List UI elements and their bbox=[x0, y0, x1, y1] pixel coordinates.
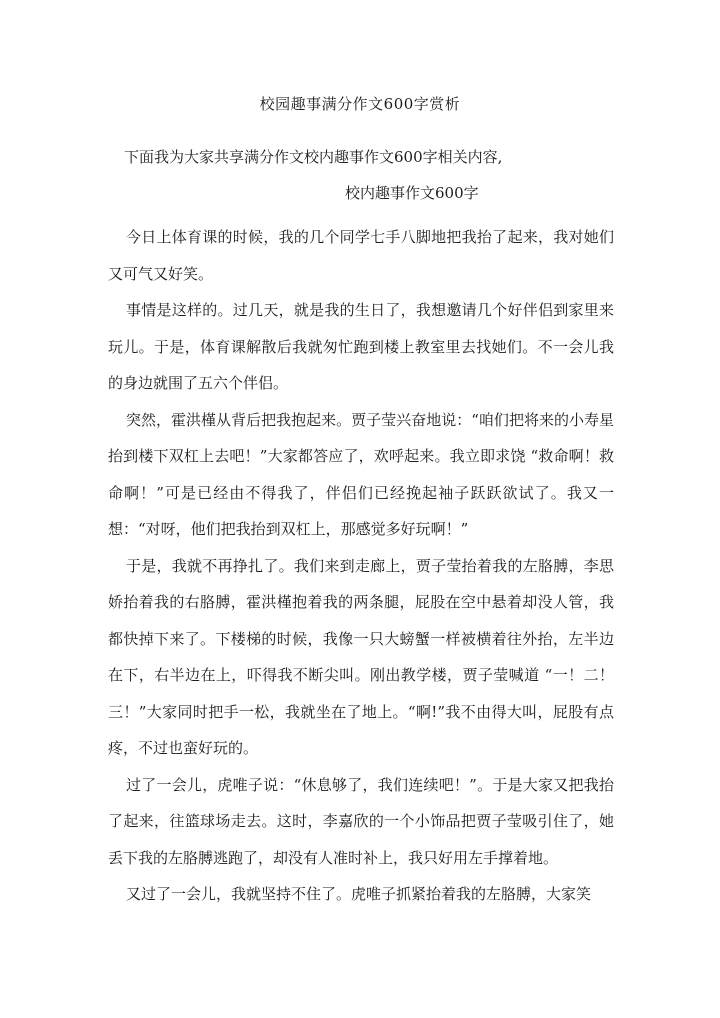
essay-subtitle: 校内趣事作文600字 bbox=[345, 184, 479, 202]
paragraph-1: 今日上体育课的时候，我的几个同学七手八脚地把我抬了起来，我对她们又可气又好笑。 bbox=[108, 228, 614, 283]
intro-line: 下面我为大家共享满分作文校内趣事作文600字相关内容, bbox=[124, 148, 503, 166]
paragraph-2: 事情是这样的。过几天，就是我的生日了，我想邀请几个好伴侣到家里来玩儿。于是，体育课解散后我就匆忙跑到楼上教室里去找她们。不一会儿我的身边就围了五六个伴侣。 bbox=[108, 301, 614, 392]
paragraph-6: 又过了一会儿，我就坚持不住了。虎唯子抓紧抬着我的左胳膊，大家笑 bbox=[126, 885, 592, 903]
paragraph-3: 突然，霍洪槿从背后把我抱起来。贾子莹兴奋地说：“咱们把将来的小寿星抬到楼下双杠上去吧！”大家都答应了，欢呼起来。我立即求饶 “救命啊！救命啊！”可是已经由不得我了，伴侣们已经挽起袖子跃跃欲试了。我又一想：“对呀，他们把我抬到双杠上，那感觉多好玩啊！” bbox=[108, 410, 614, 538]
document-title: 校园趣事满分作文600字赏析 bbox=[259, 95, 461, 113]
paragraph-4: 于是，我就不再挣扎了。我们来到走廊上，贾子莹抬着我的左胳膊，李思娇抬着我的右胳膊，霍洪槿抱着我的两条腿，屁股在空中悬着却没人管，我都快掉下来了。下楼梯的时候，我像一只大螃蟹一样被横着往外抬，左半边在下，右半边在上，吓得我不断尖叫。刚出教学楼，贾子莹喊道 “一！二！三！”大家同时把手一松，我就坐在了地上。“啊!”我不由得大叫，屁股有点疼，不过也蛮好玩的。 bbox=[108, 556, 614, 757]
essay-body bbox=[108, 219, 614, 913]
paragraph-5: 过了一会儿，虎唯子说：“休息够了，我们连续吧！”。于是大家又把我抬了起来，往篮球场走去。这时，李嘉欣的一个小饰品把贾子莹吸引住了，她丢下我的左胳膊逃跑了，却没有人准时补上，我只好用左手撑着地。 bbox=[108, 775, 614, 867]
